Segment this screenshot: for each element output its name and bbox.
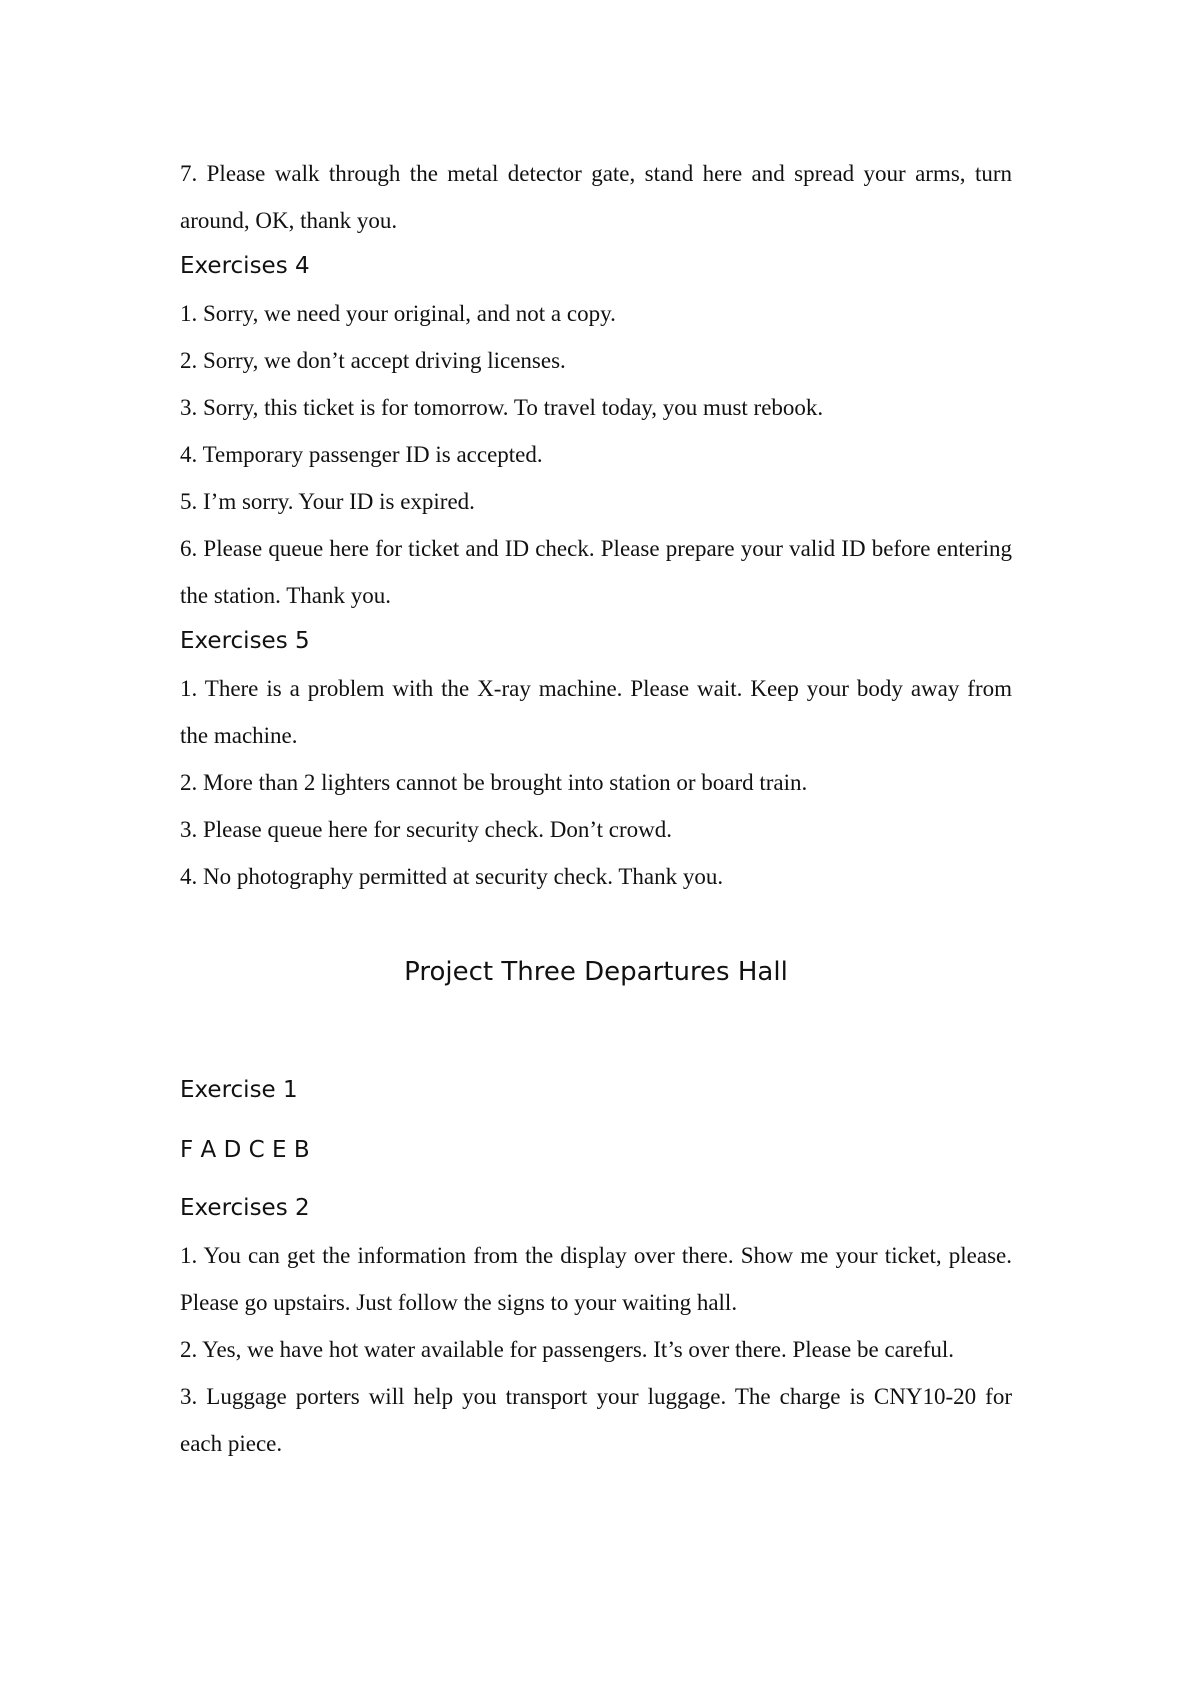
- exercises-5-item-2: 2. More than 2 lighters cannot be brought into station or board train.: [180, 770, 808, 795]
- section-gap: [180, 900, 1012, 950]
- exercises-2-heading: Exercises 2: [180, 1195, 310, 1221]
- exercises-5-item-4: 4. No photography permitted at security check. Thank you.: [180, 864, 724, 889]
- section-gap: [180, 1174, 1012, 1186]
- exercise-1-answer: F A D C E B: [180, 1137, 310, 1163]
- project-title: Project Three Departures Hall: [404, 957, 788, 987]
- exercises-2-item-3: 3. Luggage porters will help you transport your luggage. The charge is CNY10-20 for each piece.: [180, 1384, 1012, 1456]
- exercises-5-heading: Exercises 5: [180, 628, 310, 654]
- exercises-4-item-1: 1. Sorry, we need your original, and not a copy.: [180, 301, 616, 326]
- document-page: [180, 150, 1012, 1467]
- section-gap: [180, 1114, 1012, 1128]
- exercises-5-item-1: 1. There is a problem with the X-ray machine. Please wait. Keep your body away from the machine.: [180, 676, 1012, 748]
- exercises-4-item-4: 4. Temporary passenger ID is accepted.: [180, 442, 543, 467]
- exercises-4-item-5: 5. I’m sorry. Your ID is expired.: [180, 489, 475, 514]
- exercises-5-item-3: 3. Please queue here for security check. Don’t crowd.: [180, 817, 672, 842]
- section-gap: [180, 996, 1012, 1068]
- exercises-4-item-6: 6. Please queue here for ticket and ID check. Please prepare your valid ID before entering the station. Thank you.: [180, 536, 1012, 608]
- exercises-2-item-1: 1. You can get the information from the display over there. Show me your ticket, please. Please go upstairs. Just follow the signs to your waiting hall.: [180, 1243, 1012, 1315]
- exercises-2-item-2: 2. Yes, we have hot water available for passengers. It’s over there. Please be careful.: [180, 1337, 955, 1362]
- exercise3-item-7: 7. Please walk through the metal detector gate, stand here and spread your arms, turn around, OK, thank you.: [180, 161, 1012, 233]
- exercises-4-item-2: 2. Sorry, we don’t accept driving licenses.: [180, 348, 566, 373]
- exercise-1-heading: Exercise 1: [180, 1077, 298, 1103]
- exercises-4-heading: Exercises 4: [180, 253, 310, 279]
- exercises-4-item-3: 3. Sorry, this ticket is for tomorrow. To travel today, you must rebook.: [180, 395, 824, 420]
